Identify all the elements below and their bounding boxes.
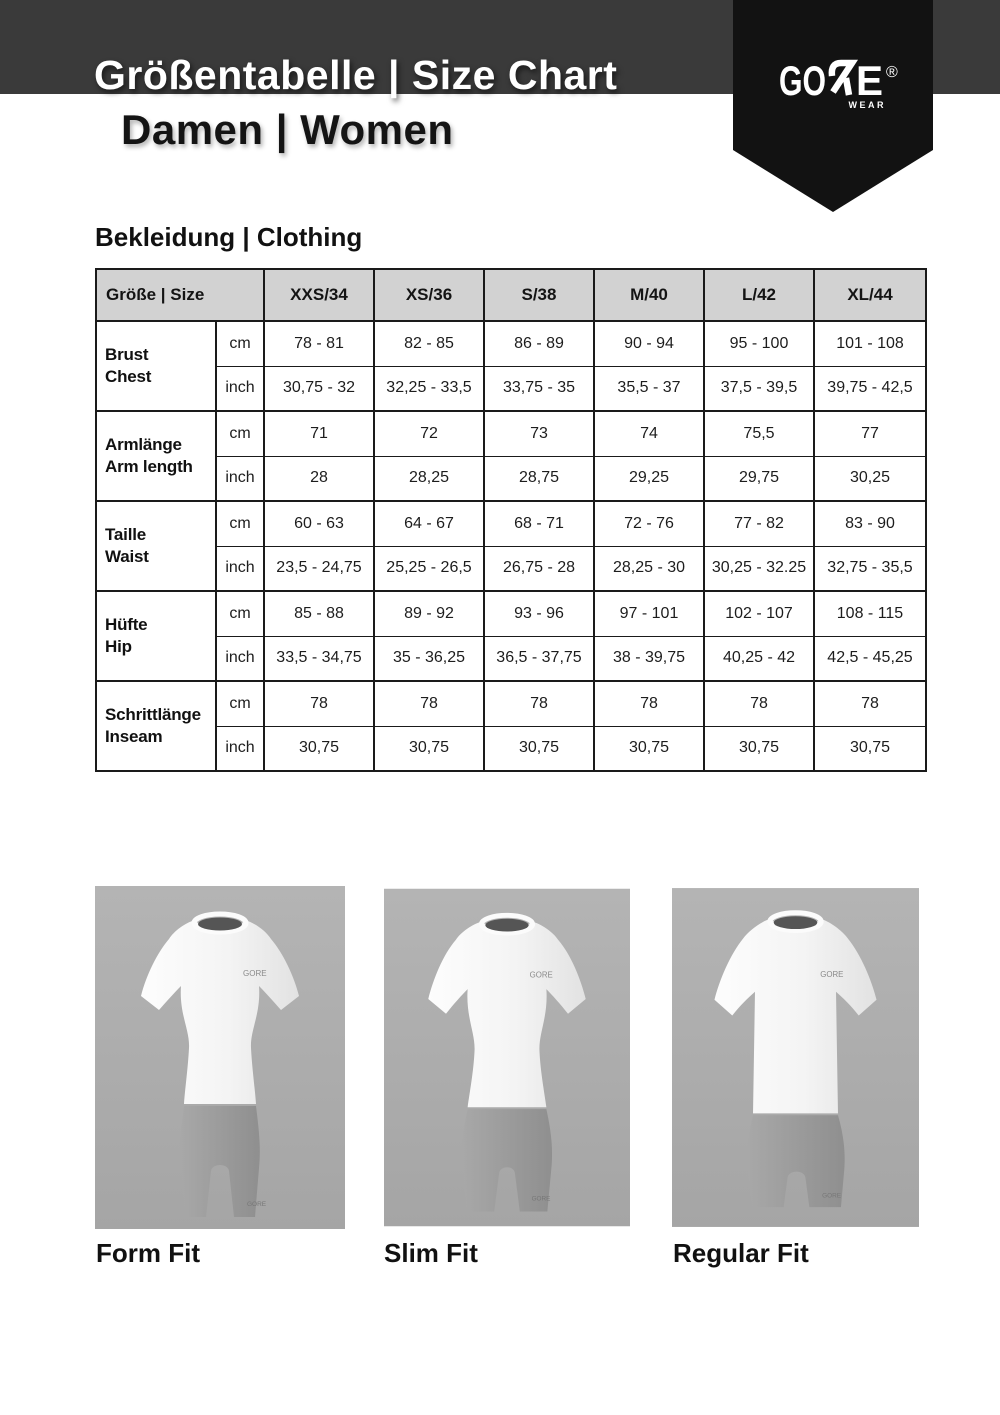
size-column-header: XXS/34 — [264, 269, 374, 321]
measure-label-en: Hip — [105, 637, 132, 656]
fit-caption-regular: Regular Fit — [673, 1238, 809, 1268]
size-value-inch: 30,75 — [814, 726, 926, 771]
size-value-inch: 32,25 - 33,5 — [374, 366, 484, 411]
size-column-header: XS/36 — [374, 269, 484, 321]
unit-cm: cm — [216, 411, 264, 456]
size-column-header: L/42 — [704, 269, 814, 321]
measure-label — [96, 681, 216, 771]
form-fit-image — [95, 886, 345, 1229]
measure-label-de: Hüfte — [105, 614, 148, 634]
size-value-cm: 82 - 85 — [374, 321, 484, 366]
size-value-inch: 23,5 - 24,75 — [264, 546, 374, 591]
page-title: Größentabelle | Size Chart — [94, 52, 618, 98]
size-value-inch: 40,25 - 42 — [704, 636, 814, 681]
size-value-inch: 29,25 — [594, 456, 704, 501]
size-value-cm: 77 - 82 — [704, 501, 814, 546]
measure-label-de: Brust — [105, 344, 149, 364]
size-value-inch: 32,75 - 35,5 — [814, 546, 926, 591]
size-value-cm: 72 - 76 — [594, 501, 704, 546]
size-value-inch: 29,75 — [704, 456, 814, 501]
unit-cm: cm — [216, 321, 264, 366]
measure-label — [96, 591, 216, 681]
registered-mark-icon: ® — [886, 64, 898, 81]
size-value-cm: 75,5 — [704, 411, 814, 456]
size-value-inch: 30,25 — [814, 456, 926, 501]
garment-brand-text: GORE — [531, 1195, 551, 1203]
unit-cm: cm — [216, 501, 264, 546]
measure-label-en: Inseam — [105, 727, 163, 746]
size-value-cm: 73 — [484, 411, 594, 456]
size-header-label: Größe | Size — [96, 269, 264, 321]
size-value-inch: 28 — [264, 456, 374, 501]
measure-label — [96, 321, 216, 411]
size-value-inch: 30,75 — [264, 726, 374, 771]
gore-logo-wear-text: WEAR — [848, 100, 886, 110]
unit-inch: inch — [216, 366, 264, 411]
size-value-cm: 78 — [374, 681, 484, 726]
size-value-inch: 35,5 - 37 — [594, 366, 704, 411]
size-value-cm: 64 - 67 — [374, 501, 484, 546]
size-value-inch: 30,75 — [374, 726, 484, 771]
size-value-inch: 39,75 - 42,5 — [814, 366, 926, 411]
measure-label-de: Schrittlänge — [105, 704, 201, 724]
slim-fit-image — [384, 886, 630, 1229]
measure-row-inch — [96, 546, 926, 591]
size-value-inch: 36,5 - 37,75 — [484, 636, 594, 681]
gore-logo-text-e: E — [856, 57, 883, 104]
garment-brand-text: GORE — [529, 970, 553, 980]
measure-row-cm — [96, 681, 926, 726]
measure-label — [96, 501, 216, 591]
measure-row-cm — [96, 501, 926, 546]
size-value-inch: 28,25 - 30 — [594, 546, 704, 591]
size-value-cm: 78 — [814, 681, 926, 726]
measure-label-de: Armlänge — [105, 434, 182, 454]
section-title: Bekleidung | Clothing — [95, 222, 363, 252]
garment-brand-text: GORE — [243, 969, 267, 978]
page-subtitle: Damen | Women — [121, 106, 454, 153]
size-value-cm: 83 - 90 — [814, 501, 926, 546]
garment-brand-text: GORE — [247, 1201, 267, 1208]
brand-pennant — [733, 0, 933, 212]
size-value-cm: 97 - 101 — [594, 591, 704, 636]
size-value-inch: 28,75 — [484, 456, 594, 501]
size-value-inch: 33,75 - 35 — [484, 366, 594, 411]
measure-row-cm — [96, 411, 926, 456]
size-value-inch: 30,75 — [704, 726, 814, 771]
size-value-cm: 85 - 88 — [264, 591, 374, 636]
measure-row-cm — [96, 321, 926, 366]
size-value-inch: 37,5 - 39,5 — [704, 366, 814, 411]
size-value-inch: 28,25 — [374, 456, 484, 501]
measure-label-de: Taille — [105, 524, 147, 544]
size-value-inch: 30,75 — [484, 726, 594, 771]
size-value-cm: 60 - 63 — [264, 501, 374, 546]
size-value-cm: 78 - 81 — [264, 321, 374, 366]
measure-label-en: Arm length — [105, 457, 193, 476]
regular-fit-image — [672, 886, 919, 1229]
measure-row-inch — [96, 726, 926, 771]
size-header-row — [96, 269, 926, 321]
measure-label — [96, 411, 216, 501]
unit-inch: inch — [216, 726, 264, 771]
unit-inch: inch — [216, 636, 264, 681]
measure-row-inch — [96, 456, 926, 501]
size-value-cm: 71 — [264, 411, 374, 456]
size-value-cm: 108 - 115 — [814, 591, 926, 636]
garment-brand-text: GORE — [820, 969, 844, 979]
unit-cm: cm — [216, 681, 264, 726]
size-value-cm: 89 - 92 — [374, 591, 484, 636]
size-value-inch: 30,75 — [594, 726, 704, 771]
measure-row-inch — [96, 366, 926, 411]
measure-label-en: Waist — [105, 547, 149, 566]
size-value-inch: 25,25 - 26,5 — [374, 546, 484, 591]
unit-inch: inch — [216, 546, 264, 591]
size-value-cm: 78 — [264, 681, 374, 726]
size-value-inch: 42,5 - 45,25 — [814, 636, 926, 681]
size-column-header: M/40 — [594, 269, 704, 321]
measure-row-cm — [96, 591, 926, 636]
size-value-cm: 102 - 107 — [704, 591, 814, 636]
size-value-cm: 74 — [594, 411, 704, 456]
gore-logo-text-go: GO — [779, 57, 826, 104]
size-column-header: XL/44 — [814, 269, 926, 321]
size-value-cm: 95 - 100 — [704, 321, 814, 366]
size-value-inch: 33,5 - 34,75 — [264, 636, 374, 681]
size-value-cm: 90 - 94 — [594, 321, 704, 366]
fit-caption-form: Form Fit — [96, 1238, 200, 1268]
pennant-shape — [733, 0, 933, 212]
measure-label-en: Chest — [105, 367, 152, 386]
size-value-cm: 78 — [704, 681, 814, 726]
size-column-header: S/38 — [484, 269, 594, 321]
size-value-cm: 86 - 89 — [484, 321, 594, 366]
size-value-inch: 30,75 - 32 — [264, 366, 374, 411]
clothing-size-table — [95, 268, 927, 772]
unit-cm: cm — [216, 591, 264, 636]
size-value-cm: 78 — [484, 681, 594, 726]
size-value-cm: 77 — [814, 411, 926, 456]
size-value-cm: 72 — [374, 411, 484, 456]
size-value-inch: 35 - 36,25 — [374, 636, 484, 681]
fit-caption-slim: Slim Fit — [384, 1238, 478, 1268]
size-value-cm: 101 - 108 — [814, 321, 926, 366]
size-value-inch: 38 - 39,75 — [594, 636, 704, 681]
unit-inch: inch — [216, 456, 264, 501]
size-value-cm: 78 — [594, 681, 704, 726]
size-value-cm: 93 - 96 — [484, 591, 594, 636]
size-value-inch: 26,75 - 28 — [484, 546, 594, 591]
measure-row-inch — [96, 636, 926, 681]
garment-brand-text: GORE — [822, 1192, 842, 1200]
size-value-cm: 68 - 71 — [484, 501, 594, 546]
size-value-inch: 30,25 - 32.25 — [704, 546, 814, 591]
